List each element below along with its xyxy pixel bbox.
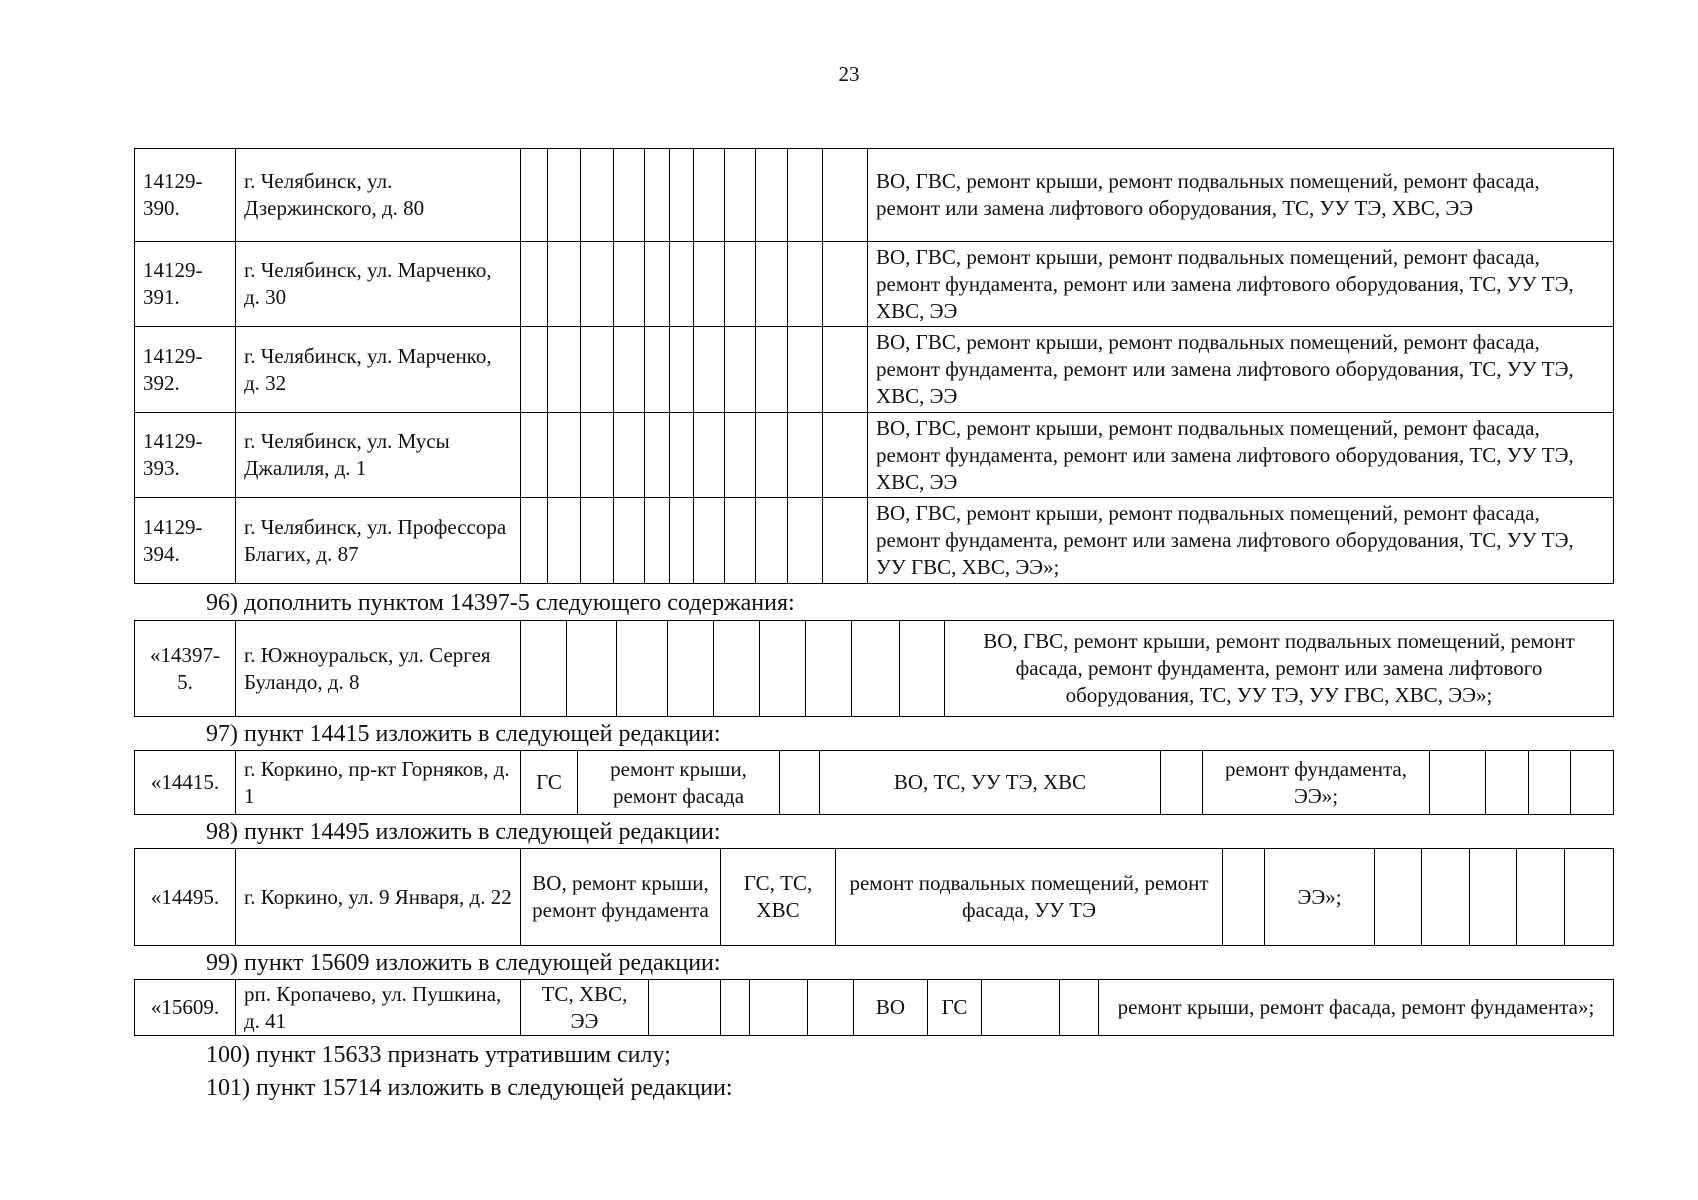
empty-cell xyxy=(725,498,756,584)
row-number: 14129-390. xyxy=(135,149,236,242)
empty-cell xyxy=(548,498,581,584)
row-number: «15609. xyxy=(135,980,236,1036)
row-number: «14495. xyxy=(135,849,236,946)
table-row xyxy=(135,621,1614,717)
works-cell: ЭЭ»; xyxy=(1265,849,1375,946)
empty-cell xyxy=(788,327,823,413)
table-row xyxy=(135,751,1614,815)
empty-cell xyxy=(808,980,854,1036)
empty-cell xyxy=(614,327,645,413)
address-cell: г. Челябинск, ул. Марченко, д. 32 xyxy=(236,327,521,413)
paragraph-97: 97) пункт 14415 изложить в следующей редакции: xyxy=(206,721,721,747)
empty-cell xyxy=(788,498,823,584)
table-row xyxy=(135,413,1614,498)
empty-cell xyxy=(760,621,806,717)
empty-cell xyxy=(548,327,581,413)
empty-cell xyxy=(725,149,756,242)
table-main xyxy=(134,148,1614,584)
works-cell: ГС xyxy=(521,751,578,815)
table-14495 xyxy=(134,848,1614,946)
empty-cell xyxy=(645,149,670,242)
row-number: «14415. xyxy=(135,751,236,815)
empty-cell xyxy=(670,413,694,498)
table-row xyxy=(135,327,1614,413)
paragraph-101: 101) пункт 15714 изложить в следующей редакции: xyxy=(206,1075,733,1101)
empty-cell xyxy=(645,242,670,327)
empty-cell xyxy=(581,413,614,498)
empty-cell xyxy=(645,327,670,413)
empty-cell xyxy=(1060,980,1099,1036)
empty-cell xyxy=(670,498,694,584)
row-number: 14129-392. xyxy=(135,327,236,413)
works-cell: ремонт фундамента, ЭЭ»; xyxy=(1203,751,1430,815)
empty-cell xyxy=(1375,849,1422,946)
table-14397-5 xyxy=(134,620,1614,717)
works-cell: ТС, ХВС, ЭЭ xyxy=(521,980,649,1036)
works-cell: ГС xyxy=(928,980,982,1036)
empty-cell xyxy=(645,413,670,498)
empty-cell xyxy=(1565,849,1614,946)
empty-cell xyxy=(1223,849,1265,946)
empty-cell xyxy=(521,149,548,242)
empty-cell xyxy=(521,242,548,327)
works-cell: ремонт крыши, ремонт фасада, ремонт фундамента»; xyxy=(1099,980,1614,1036)
empty-cell xyxy=(1470,849,1517,946)
empty-cell xyxy=(670,149,694,242)
empty-cell xyxy=(521,498,548,584)
works-cell: ВО, ГВС, ремонт крыши, ремонт подвальных помещений, ремонт фасада, ремонт фундамента, ремонт или замена лифтового оборудования, ТС, УУ ТЭ, ХВС, ЭЭ xyxy=(868,242,1614,327)
empty-cell xyxy=(788,149,823,242)
works-cell: ВО, ГВС, ремонт крыши, ремонт подвальных помещений, ремонт фасада, ремонт фундамента, ремонт или замена лифтового оборудования, ТС, УУ ТЭ, ХВС, ЭЭ xyxy=(868,327,1614,413)
empty-cell xyxy=(1529,751,1571,815)
works-cell: ВО xyxy=(854,980,928,1036)
empty-cell xyxy=(756,242,788,327)
works-cell: ВО, ГВС, ремонт крыши, ремонт подвальных помещений, ремонт фасада, ремонт фундамента, ремонт или замена лифтового оборудования, ТС, УУ ТЭ, УУ ГВС, ХВС, ЭЭ»; xyxy=(945,621,1614,717)
empty-cell xyxy=(694,498,725,584)
empty-cell xyxy=(725,413,756,498)
empty-cell xyxy=(823,413,868,498)
empty-cell xyxy=(788,242,823,327)
empty-cell xyxy=(521,327,548,413)
table-14415 xyxy=(134,750,1614,815)
empty-cell xyxy=(780,751,820,815)
works-cell: ВО, ГВС, ремонт крыши, ремонт подвальных помещений, ремонт фасада, ремонт фундамента, ремонт или замена лифтового оборудования, ТС, УУ ТЭ, УУ ГВС, ХВС, ЭЭ»; xyxy=(868,498,1614,584)
empty-cell xyxy=(521,413,548,498)
address-cell: г. Челябинск, ул. Профессора Благих, д. 87 xyxy=(236,498,521,584)
page-number: 23 xyxy=(838,62,860,86)
paragraph-98: 98) пункт 14495 изложить в следующей редакции: xyxy=(206,819,721,845)
empty-cell xyxy=(645,498,670,584)
empty-cell xyxy=(1430,751,1486,815)
works-cell: ремонт подвальных помещений, ремонт фасада, УУ ТЭ xyxy=(836,849,1223,946)
empty-cell xyxy=(614,242,645,327)
empty-cell xyxy=(721,980,750,1036)
empty-cell xyxy=(694,242,725,327)
address-cell: г. Челябинск, ул. Дзержинского, д. 80 xyxy=(236,149,521,242)
empty-cell xyxy=(548,149,581,242)
empty-cell xyxy=(548,242,581,327)
address-cell: г. Челябинск, ул. Мусы Джалиля, д. 1 xyxy=(236,413,521,498)
empty-cell xyxy=(1422,849,1470,946)
row-number: 14129-391. xyxy=(135,242,236,327)
empty-cell xyxy=(548,413,581,498)
paragraph-99: 99) пункт 15609 изложить в следующей редакции: xyxy=(206,950,721,976)
empty-cell xyxy=(756,413,788,498)
works-cell: ВО, ТС, УУ ТЭ, ХВС xyxy=(820,751,1161,815)
empty-cell xyxy=(581,242,614,327)
works-cell: ВО, ГВС, ремонт крыши, ремонт подвальных помещений, ремонт фасада, ремонт или замена лифтового оборудования, ТС, УУ ТЭ, ХВС, ЭЭ xyxy=(868,149,1614,242)
empty-cell xyxy=(900,621,945,717)
paragraph-96: 96) дополнить пунктом 14397-5 следующего содержания: xyxy=(206,590,795,616)
empty-cell xyxy=(750,980,808,1036)
empty-cell xyxy=(725,242,756,327)
empty-cell xyxy=(581,498,614,584)
empty-cell xyxy=(788,413,823,498)
empty-cell xyxy=(614,413,645,498)
row-number: 14129-394. xyxy=(135,498,236,584)
table-15609 xyxy=(134,979,1614,1036)
empty-cell xyxy=(614,149,645,242)
address-cell: г. Южноуральск, ул. Сергея Буландо, д. 8 xyxy=(236,621,521,717)
paragraph-100: 100) пункт 15633 признать утратившим силу; xyxy=(206,1042,671,1068)
empty-cell xyxy=(1571,751,1614,815)
address-cell: г. Коркино, пр-кт Горняков, д. 1 xyxy=(236,751,521,815)
empty-cell xyxy=(806,621,852,717)
empty-cell xyxy=(670,242,694,327)
address-cell: г. Челябинск, ул. Марченко, д. 30 xyxy=(236,242,521,327)
empty-cell xyxy=(694,149,725,242)
row-number: «14397-5. xyxy=(135,621,236,717)
empty-cell xyxy=(581,149,614,242)
empty-cell xyxy=(521,621,567,717)
empty-cell xyxy=(614,498,645,584)
empty-cell xyxy=(823,242,868,327)
empty-cell xyxy=(982,980,1060,1036)
table-row xyxy=(135,980,1614,1036)
empty-cell xyxy=(694,327,725,413)
empty-cell xyxy=(725,327,756,413)
empty-cell xyxy=(694,413,725,498)
empty-cell xyxy=(581,327,614,413)
empty-cell xyxy=(823,149,868,242)
empty-cell xyxy=(1161,751,1203,815)
empty-cell xyxy=(1517,849,1565,946)
empty-cell xyxy=(756,149,788,242)
table-row xyxy=(135,242,1614,327)
empty-cell xyxy=(714,621,760,717)
address-cell: рп. Кропачево, ул. Пушкина, д. 41 xyxy=(236,980,521,1036)
table-row xyxy=(135,149,1614,242)
table-row xyxy=(135,849,1614,946)
works-cell: ВО, ремонт крыши, ремонт фундамента xyxy=(521,849,721,946)
works-cell: ремонт крыши, ремонт фасада xyxy=(578,751,780,815)
empty-cell xyxy=(567,621,617,717)
empty-cell xyxy=(1486,751,1529,815)
empty-cell xyxy=(823,327,868,413)
address-cell: г. Коркино, ул. 9 Января, д. 22 xyxy=(236,849,521,946)
empty-cell xyxy=(670,327,694,413)
empty-cell xyxy=(649,980,721,1036)
empty-cell xyxy=(668,621,714,717)
empty-cell xyxy=(823,498,868,584)
works-cell: ГС, ТС, ХВС xyxy=(721,849,836,946)
table-row xyxy=(135,498,1614,584)
empty-cell xyxy=(756,327,788,413)
works-cell: ВО, ГВС, ремонт крыши, ремонт подвальных помещений, ремонт фасада, ремонт фундамента, ремонт или замена лифтового оборудования, ТС, УУ ТЭ, ХВС, ЭЭ xyxy=(868,413,1614,498)
empty-cell xyxy=(852,621,900,717)
empty-cell xyxy=(756,498,788,584)
row-number: 14129-393. xyxy=(135,413,236,498)
empty-cell xyxy=(617,621,668,717)
